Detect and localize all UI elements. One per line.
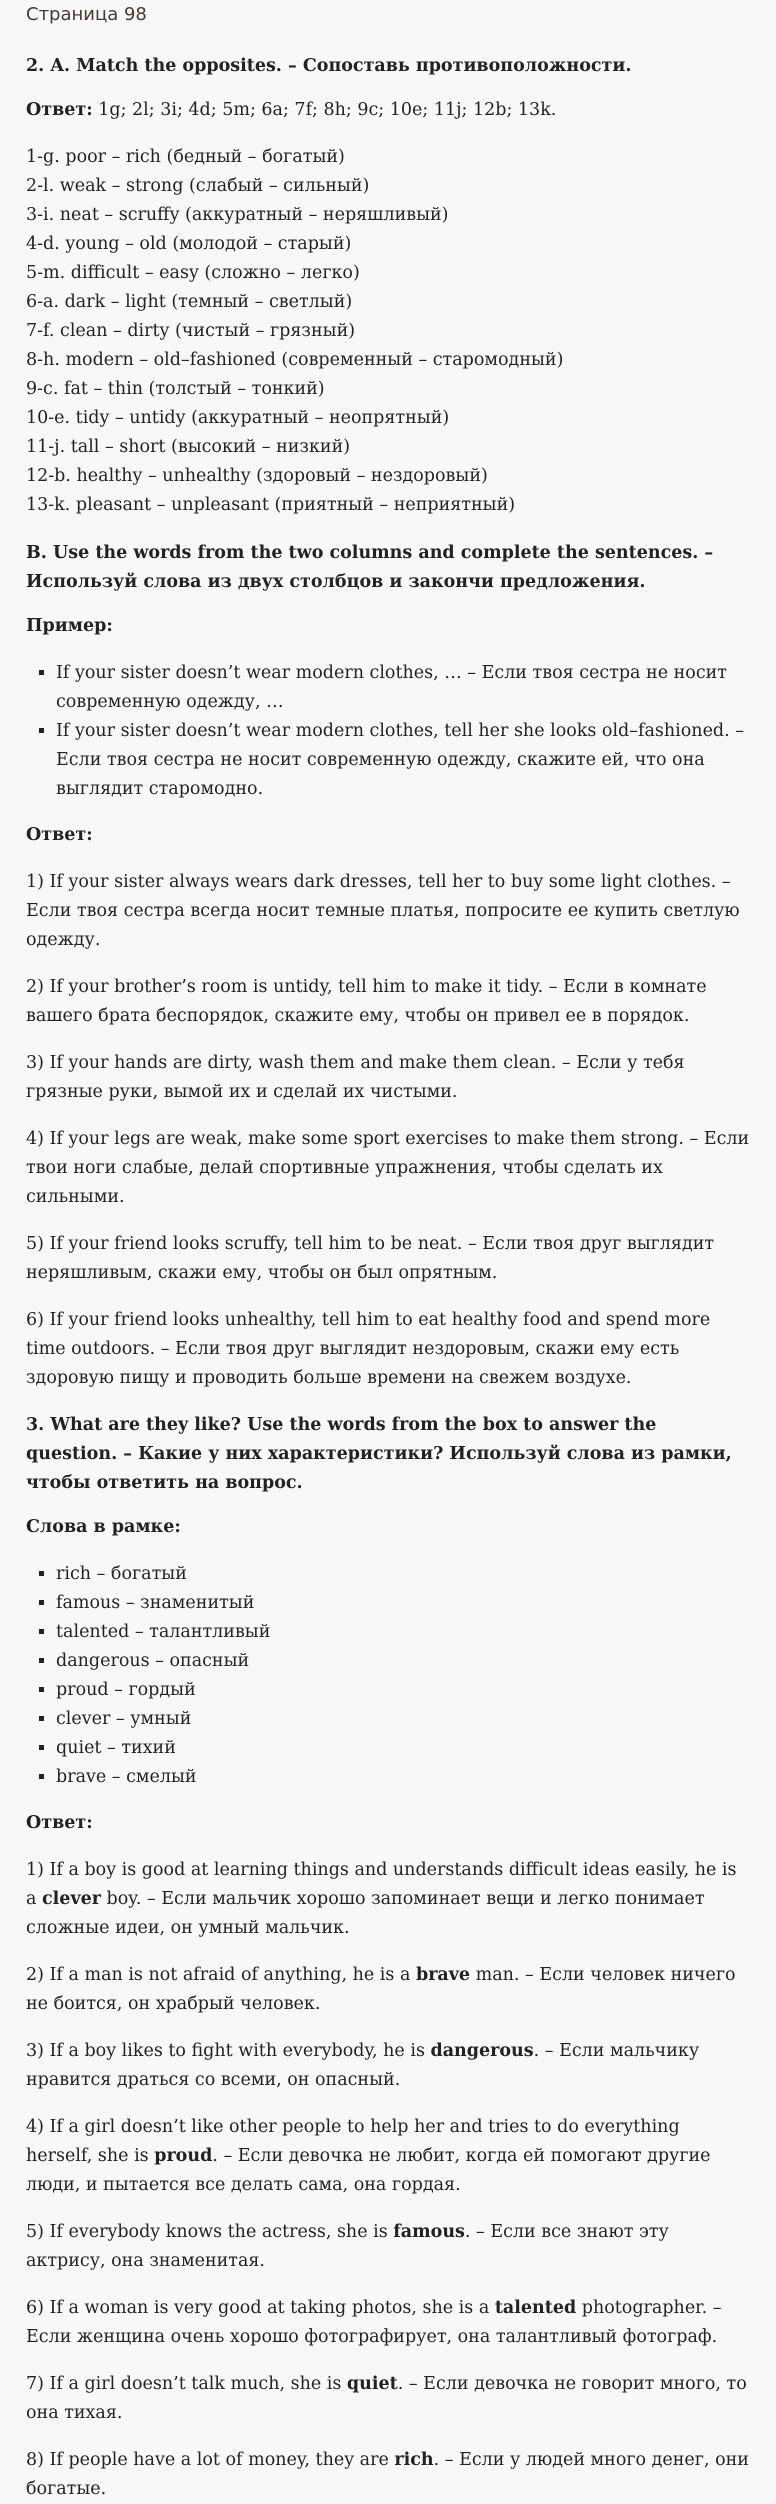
list-item: ▪ quiet – тихий	[56, 1734, 750, 1763]
answer-label: Ответ:	[26, 1813, 93, 1833]
answer-keyword: rich	[394, 2450, 434, 2470]
answer-text: 2) If a man is not afraid of anything, he is a	[26, 1965, 416, 1985]
answer-paragraph: 3) If your hands are dirty, wash them and make them clean. – Если у тебя грязные руки, вымой их и сделай их чистыми.	[26, 1053, 685, 1102]
answer-keyword: brave	[415, 1965, 471, 1985]
answer-text: . – Если мальчику нравится драться со всеми, он опасный.	[26, 2041, 700, 2090]
answer-text: 3) If a boy likes to fight with everybody, he is	[26, 2041, 431, 2061]
list-item: 11-j. tall – short (высокий – низкий)	[26, 437, 351, 457]
answer-paragraph: 6) If your friend looks unhealthy, tell him to eat healthy food and spend more time outdoors. – Если твоя друг выглядит нездоровым, скажи ему есть здоровую пищу и проводить больше времени на свежем воздухе.	[26, 1310, 711, 1388]
answer-label: Ответ:	[26, 100, 93, 120]
answer-paragraph: 2) If your brother’s room is untidy, tell him to make it tidy. – Если в комнате вашего брата беспорядок, скажите ему, чтобы он привел ее в порядок.	[26, 977, 707, 1026]
list-item: ▪ rich – богатый	[56, 1560, 750, 1589]
answer-keyword: dangerous	[430, 2041, 534, 2061]
page-number-label: Страница 98	[26, 4, 147, 25]
answer-text: . – Если все знают эту актрису, она знаменитая.	[26, 2222, 669, 2271]
answer-text: 5) If everybody knows the actress, she is	[26, 2222, 394, 2242]
list-item: 7-f. clean – dirty (чистый – грязный)	[26, 321, 356, 341]
answer-key-text: 1g; 2l; 3i; 4d; 5m; 6a; 7f; 8h; 9c; 10e; 11j; 12b; 13k.	[92, 100, 557, 120]
list-item: ▪ proud – гордый	[56, 1676, 750, 1705]
answer-text: boy. – Если мальчик хорошо запоминает вещи и легко понимает сложные идеи, он умный мальчик.	[26, 1889, 705, 1938]
list-item: 4-d. young – old (молодой – старый)	[26, 234, 352, 254]
answer-text: 1) If a boy is good at learning things and understands difficult ideas easily, he is a	[26, 1860, 737, 1909]
list-item: ▪ talented – талантливый	[56, 1618, 750, 1647]
exercise-3-heading: 3. What are they like? Use the words from the box to answer the question. – Какие у них характеристики? Используй слова из рамки, чтобы ответить на вопрос.	[26, 1415, 732, 1493]
answer-text: . – Если у людей много денег, они богатые.	[26, 2450, 749, 2499]
answer-text: 4) If a girl doesn’t like other people to help her and tries to do everything herself, she is	[26, 2117, 680, 2166]
answer-paragraph	[26, 2446, 750, 2504]
answer-text: photographer. – Если женщина очень хорошо фотографирует, она талантливый фотограф.	[26, 2298, 722, 2347]
example-label: Пример:	[26, 616, 113, 636]
answer-keyword: proud	[154, 2146, 213, 2166]
opposites-list	[26, 143, 750, 520]
example-list	[26, 659, 750, 804]
list-item: 9-c. fat – thin (толстый – тонкий)	[26, 379, 325, 399]
list-item: 5-m. difficult – easy (сложно – легко)	[26, 263, 360, 283]
word-box-list	[26, 1560, 750, 1792]
answer-text: 8) If people have a lot of money, they are	[26, 2450, 395, 2470]
answer-paragraph	[26, 2113, 750, 2200]
answer-keyword: clever	[42, 1889, 101, 1909]
answer-keyword: famous	[393, 2222, 465, 2242]
exercise-2a-heading: 2. A. Match the opposites. – Сопоставь противоположности.	[26, 56, 632, 76]
list-item: 1-g. poor – rich (бедный – богатый)	[26, 147, 345, 167]
exercise-2a-answer	[26, 96, 750, 125]
answer-paragraph	[26, 2370, 750, 2428]
list-item: ▪ famous – знаменитый	[56, 1589, 750, 1618]
list-item: ▪ clever – умный	[56, 1705, 750, 1734]
answer-paragraph	[26, 1961, 750, 2019]
list-item: 2-l. weak – strong (слабый – сильный)	[26, 176, 370, 196]
list-item: 3-i. neat – scruffy (аккуратный – неряшливый)	[26, 205, 449, 225]
answer-paragraph	[26, 1856, 750, 1943]
answer-keyword: talented	[494, 2298, 577, 2318]
answer-text: . – Если девочка не говорит много, то она тихая.	[26, 2374, 747, 2423]
list-item: 10-e. tidy – untidy (аккуратный – неопрятный)	[26, 408, 450, 428]
exercise-b-heading: B. Use the words from the two columns and complete the sentences. – Используй слова из двух столбцов и закончи предложения.	[26, 543, 714, 592]
answer-label: Ответ:	[26, 825, 93, 845]
answer-text: 7) If a girl doesn’t talk much, she is	[26, 2374, 347, 2394]
answer-paragraph	[26, 2037, 750, 2095]
list-item: 13-k. pleasant – unpleasant (приятный – неприятный)	[26, 495, 516, 515]
answer-paragraph	[26, 2218, 750, 2276]
list-item: 8-h. modern – old–fashioned (современный – старомодный)	[26, 350, 564, 370]
list-item: ▪ brave – смелый	[56, 1763, 750, 1792]
answer-paragraph: 1) If your sister always wears dark dresses, tell her to buy some light clothes. – Если твоя сестра всегда носит темные платья, попросите ее купить светлую одежду.	[26, 872, 740, 950]
list-item: ▪ dangerous – опасный	[56, 1647, 750, 1676]
answer-paragraph	[26, 2294, 750, 2352]
list-item: ▪ If your sister doesn’t wear modern clothes, … – Если твоя сестра не носит современную одежду, …	[56, 659, 750, 717]
list-item: 12-b. healthy – unhealthy (здоровый – нездоровый)	[26, 466, 488, 486]
word-box-label: Слова в рамке:	[26, 1517, 181, 1537]
list-item: ▪ If your sister doesn’t wear modern clothes, tell her she looks old–fashioned. – Если твоя сестра не носит современную одежду, скажите ей, что она выглядит старомодно.	[56, 717, 750, 804]
answer-paragraph: 5) If your friend looks scruffy, tell him to be neat. – Если твоя друг выглядит неряшливым, скажи ему, чтобы он был опрятным.	[26, 1234, 715, 1283]
list-item: 6-a. dark – light (темный – светлый)	[26, 292, 353, 312]
answer-paragraph: 4) If your legs are weak, make some sport exercises to make them strong. – Если твои ноги слабые, делай спортивные упражнения, чтобы сделать их сильными.	[26, 1129, 750, 1207]
answer-text: 6) If a woman is very good at taking photos, she is a	[26, 2298, 495, 2318]
answer-text: . – Если девочка не любит, когда ей помогают другие люди, и пытается все делать сама, она гордая.	[26, 2146, 711, 2195]
answer-text: man. – Если человек ничего не боится, он храбрый человек.	[26, 1965, 736, 2014]
answer-keyword: quiet	[346, 2374, 398, 2394]
